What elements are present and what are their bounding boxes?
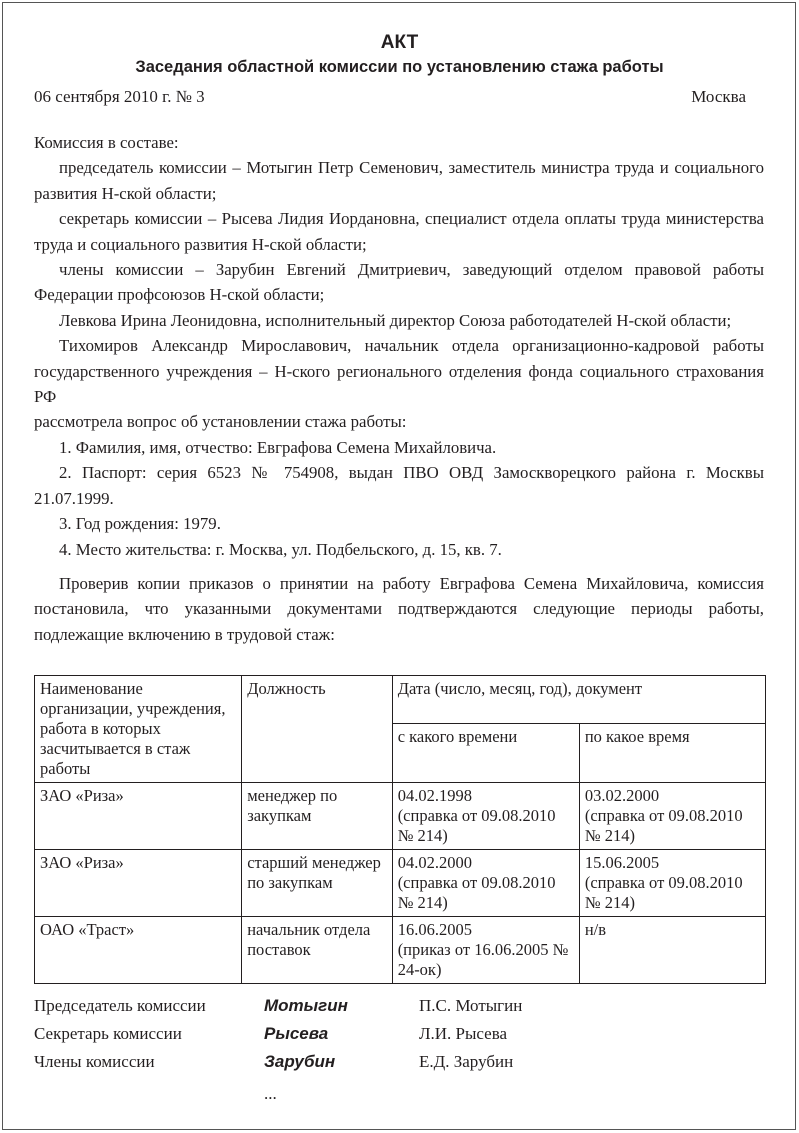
signature-role: Председатель комиссии [34, 996, 206, 1015]
to-date: 03.02.2000 [584, 786, 660, 805]
member-tikhomirov: Тихомиров Александр Мирославович, начальник отдела организационно-кадровой работы государственного учреждения – Н-ского регионального отделения фонда социального страхования РФ [34, 336, 764, 407]
to-date: н/в [584, 920, 607, 939]
signatures-block [34, 996, 764, 1080]
row-from [392, 783, 579, 850]
handwritten-signature: Мотыгин [264, 996, 348, 1015]
row-to [579, 783, 765, 850]
signature-role: Члены комиссии [34, 1052, 155, 1071]
date-line [34, 87, 746, 107]
table-row [35, 917, 766, 984]
decision-text: Проверив копии приказов о принятии на работу Евграфова Семена Михайловича, комиссия постановила, что указанными документами подтверждаются следующие периоды работы, подлежащие включению в трудовой стаж: [34, 573, 764, 644]
to-document: (справка от 09.08.2010 № 214) [584, 873, 743, 912]
from-date: 04.02.2000 [397, 853, 472, 872]
row-to [579, 917, 765, 984]
member-chairman: председатель комиссии – Мотыгин Петр Семенович, заместитель министра труда и социального развития Н-ской области; [34, 158, 764, 203]
signatures-ellipsis: ... [264, 1084, 277, 1103]
handwritten-signature: Зарубин [264, 1052, 336, 1071]
document-subtitle: Заседания областной комиссии по установлению стажа работы [135, 58, 664, 76]
row-position: старший менеджер по закупкам [242, 850, 392, 917]
row-position: начальник отдела поставок [242, 917, 392, 984]
item-passport: 2. Паспорт: серия 6523 № 754908, выдан ПВО ОВД Замоскворецкого района г. Москвы 21.07.1999. [34, 463, 764, 508]
row-org: ЗАО «Риза» [35, 783, 242, 850]
member-levkova: Левкова Ирина Леонидовна, исполнительный директор Союза работодателей Н-ской области; [59, 310, 732, 330]
item-residence: 4. Место жительства: г. Москва, ул. Подбельского, д. 15, кв. 7. [59, 539, 502, 559]
table-row [35, 783, 766, 850]
row-to [579, 850, 765, 917]
signature-row-secretary [34, 1024, 764, 1052]
row-org: ЗАО «Риза» [35, 850, 242, 917]
row-from [392, 917, 579, 984]
document-title: АКТ [380, 32, 419, 53]
header-from: с какого времени [392, 724, 579, 783]
considered-text: рассмотрела вопрос об установлении стажа работы: [34, 412, 407, 432]
member-zarubin: члены комиссии – Зарубин Евгений Дмитриевич, заведующий отделом правовой работы Федерации профсоюзов Н-ской области; [34, 260, 764, 305]
header-org: Наименование организации, учреждения, работа в которых засчитывается в стаж работы [35, 676, 242, 783]
row-position: менеджер по закупкам [242, 783, 392, 850]
handwritten-signature: Рысева [264, 1024, 329, 1043]
to-date: 15.06.2005 [584, 853, 660, 872]
date-number: 06 сентября 2010 г. № 3 [34, 87, 205, 106]
header-position: Должность [242, 676, 392, 783]
table-row [35, 850, 766, 917]
signature-row-chairman [34, 996, 764, 1024]
row-from [392, 850, 579, 917]
signature-role: Секретарь комиссии [34, 1024, 182, 1043]
to-document: (справка от 09.08.2010 № 214) [584, 806, 743, 845]
signature-name: П.С. Мотыгин [419, 996, 523, 1015]
from-document: (справка от 09.08.2010 № 214) [397, 873, 556, 912]
row-org: ОАО «Траст» [35, 917, 242, 984]
from-date: 16.06.2005 [397, 920, 472, 939]
signature-name: Е.Д. Зарубин [419, 1052, 514, 1071]
from-date: 04.02.1998 [397, 786, 472, 805]
table-header-row [35, 676, 766, 724]
signature-name: Л.И. Рысева [419, 1024, 508, 1043]
item-birth-year: 3. Год рождения: 1979. [59, 514, 221, 534]
member-secretary: секретарь комиссии – Рысева Лидия Иордановна, специалист отдела оплаты труда министерства труда и социального развития Н-ской области; [34, 209, 764, 254]
signature-row-members [34, 1052, 764, 1080]
city: Москва [691, 87, 746, 106]
document-body [34, 130, 764, 647]
from-document: (приказ от 16.06.2005 № 24-ок) [397, 940, 569, 979]
header-to: по какое время [579, 724, 765, 783]
header-date: Дата (число, месяц, год), документ [392, 676, 765, 724]
item-name: 1. Фамилия, имя, отчество: Евграфова Семена Михайловича. [59, 437, 497, 457]
from-document: (справка от 09.08.2010 № 214) [397, 806, 556, 845]
intro-text: Комиссия в составе: [34, 133, 179, 152]
work-periods-table [34, 675, 766, 984]
